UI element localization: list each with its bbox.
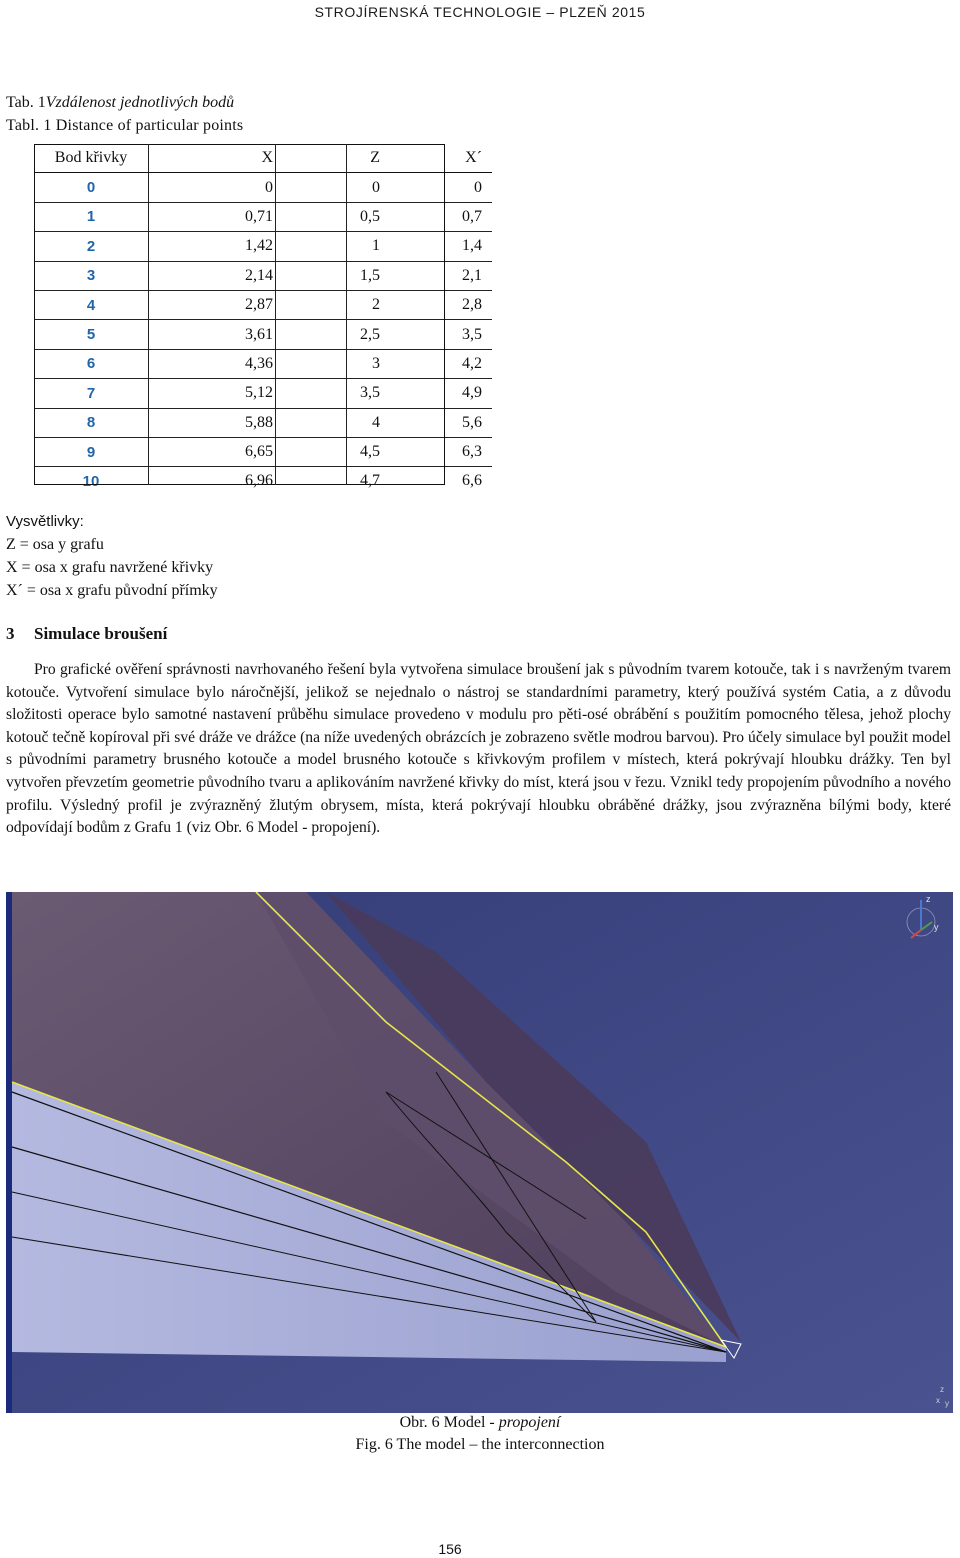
value-cell: 3,61 [148, 320, 275, 349]
value-cell: 5,6 [382, 408, 492, 437]
table-row [34, 173, 492, 202]
table-column-divider [275, 144, 276, 485]
points-table [34, 144, 492, 496]
table-row [34, 320, 492, 349]
figure-caption-cz [0, 1414, 960, 1432]
table-row [34, 408, 492, 437]
value-cell: 3,5 [382, 320, 492, 349]
value-cell: 2 [275, 290, 382, 319]
value-cell: 1,4 [382, 232, 492, 261]
curve-point-cell: 3 [34, 261, 148, 290]
axis-label-y: y [934, 922, 939, 932]
value-cell: 2,87 [148, 290, 275, 319]
table-row [34, 349, 492, 378]
value-cell: 2,14 [148, 261, 275, 290]
figure-caption-en: Fig. 6 The model – the interconnection [355, 1436, 605, 1453]
table-row [34, 202, 492, 231]
value-cell: 6,3 [382, 437, 492, 466]
value-cell: 0 [148, 173, 275, 202]
table-row [34, 437, 492, 466]
value-cell: 1,5 [275, 261, 382, 290]
figure-caption-prefix: Obr. 6 Model - [399, 1414, 499, 1431]
curve-point-cell: 2 [34, 232, 148, 261]
table-caption-cz [6, 94, 234, 112]
value-cell: 6,65 [148, 437, 275, 466]
value-cell: 0 [382, 173, 492, 202]
table-caption-prefix: Tab. 1 [6, 94, 46, 111]
value-cell: 6,96 [245, 472, 273, 490]
curve-point-cell: 5 [34, 320, 148, 349]
value-cell: 4,36 [148, 349, 275, 378]
value-cell: 4,5 [275, 437, 382, 466]
value-cell: 6,6 [462, 472, 482, 490]
value-cell: 0,5 [275, 202, 382, 231]
column-header: Bod křivky [34, 144, 148, 173]
value-cell: 2,1 [382, 261, 492, 290]
render-scrollbar [6, 892, 12, 1413]
table-caption-en: Tabl. 1 Distance of particular points [6, 117, 244, 134]
page-number: 156 [438, 1541, 462, 1557]
figure-caption-italic: propojení [498, 1414, 561, 1431]
value-cell: 2,5 [275, 320, 382, 349]
section-heading [6, 624, 167, 644]
value-cell: 1 [275, 232, 382, 261]
curve-point-cell: 4 [34, 290, 148, 319]
curve-point-cell: 8 [34, 408, 148, 437]
value-cell: 5,12 [148, 379, 275, 408]
table-row [34, 232, 492, 261]
axis-label-z: z [926, 894, 931, 904]
curve-point-cell: 7 [34, 379, 148, 408]
table-column-divider [148, 144, 149, 485]
value-cell: 0 [275, 173, 382, 202]
curve-point-cell: 9 [34, 437, 148, 466]
value-cell: 1,42 [148, 232, 275, 261]
running-header: STROJÍRENSKÁ TECHNOLOGIE – PLZEŇ 2015 [314, 4, 646, 20]
value-cell: 0,71 [148, 202, 275, 231]
svg-text:y: y [945, 1399, 949, 1408]
value-cell: 3 [275, 349, 382, 378]
svg-text:z: z [940, 1385, 944, 1394]
curve-point-cell: 0 [34, 173, 148, 202]
curve-point-cell: 10 [82, 472, 100, 490]
body-paragraph: Pro grafické ověření správnosti navrhovaného řešení byla vytvořena simulace broušení jak s původním tvarem kotouče, tak i s navrženým tvarem kotouče. Vytvoření simulace bylo náročnější, jelikož se nejednalo o nástroj se standardními parametry, který používá systém Catia, a z důvodu složitosti operace bylo samotné nastavení průběhu simulace provedeno v modulu pro pěti-osé obrábění s použitím pomocného tělesa, jehož plochy kotouč tečně kopíroval při své dráže ve drážce (na níže uvedených obrázcích je zobrazeno světle modrou barvou). Pro účely simulace byl použit model s původními parametry brusného kotouče a model brusného kotouče s křivkovým profilem v místech, která pokrývají hloubku drážky. Ten byl vytvořen převzetím geometrie původního tvaru a aplikováním navržené křivky do míst, která jsou v řezu. Vznikl tedy propojením původního a nového profilu. Výsledný profil je zvýrazněný žlutým obrysem, místa, která pokrývají hloubku obráběné drážky, jsou zvýrazněna bílými body, které odpovídají bodům z Grafu 1 (viz Obr. 6 Model - propojení). [6, 661, 951, 837]
catia-render [6, 892, 953, 1413]
section-title: Simulace broušení [34, 624, 168, 643]
table-column-divider [346, 144, 347, 485]
curve-point-cell: 6 [34, 349, 148, 378]
table-row [34, 467, 492, 496]
value-cell: 3,5 [275, 379, 382, 408]
table-row [34, 290, 492, 319]
value-cell: 5,88 [148, 408, 275, 437]
column-header: Z [275, 144, 382, 173]
section-number: 3 [6, 624, 15, 643]
column-header: X [148, 144, 275, 173]
legend-title: Vysvětlivky: [6, 513, 84, 530]
table-header-row [34, 144, 492, 173]
value-cell: 0,7 [382, 202, 492, 231]
legend-line: X´ = osa x grafu původní přímky [6, 582, 218, 599]
figure-model-render [6, 892, 953, 1413]
curve-point-cell: 1 [34, 202, 148, 231]
value-cell: 4,9 [382, 379, 492, 408]
legend-line: Z = osa y grafu [6, 536, 104, 553]
table-row [34, 261, 492, 290]
svg-text:x: x [936, 1396, 940, 1405]
value-cell: 4,7 [360, 472, 380, 490]
value-cell: 2,8 [382, 290, 492, 319]
value-cell: 4,2 [382, 349, 492, 378]
legend-line: X = osa x grafu navržené křivky [6, 559, 214, 576]
table-caption-title: Vzdálenost jednotlivých bodů [45, 94, 235, 111]
column-header: X´ [382, 144, 492, 173]
value-cell: 4 [275, 408, 382, 437]
table-row [34, 379, 492, 408]
legend [6, 510, 218, 602]
